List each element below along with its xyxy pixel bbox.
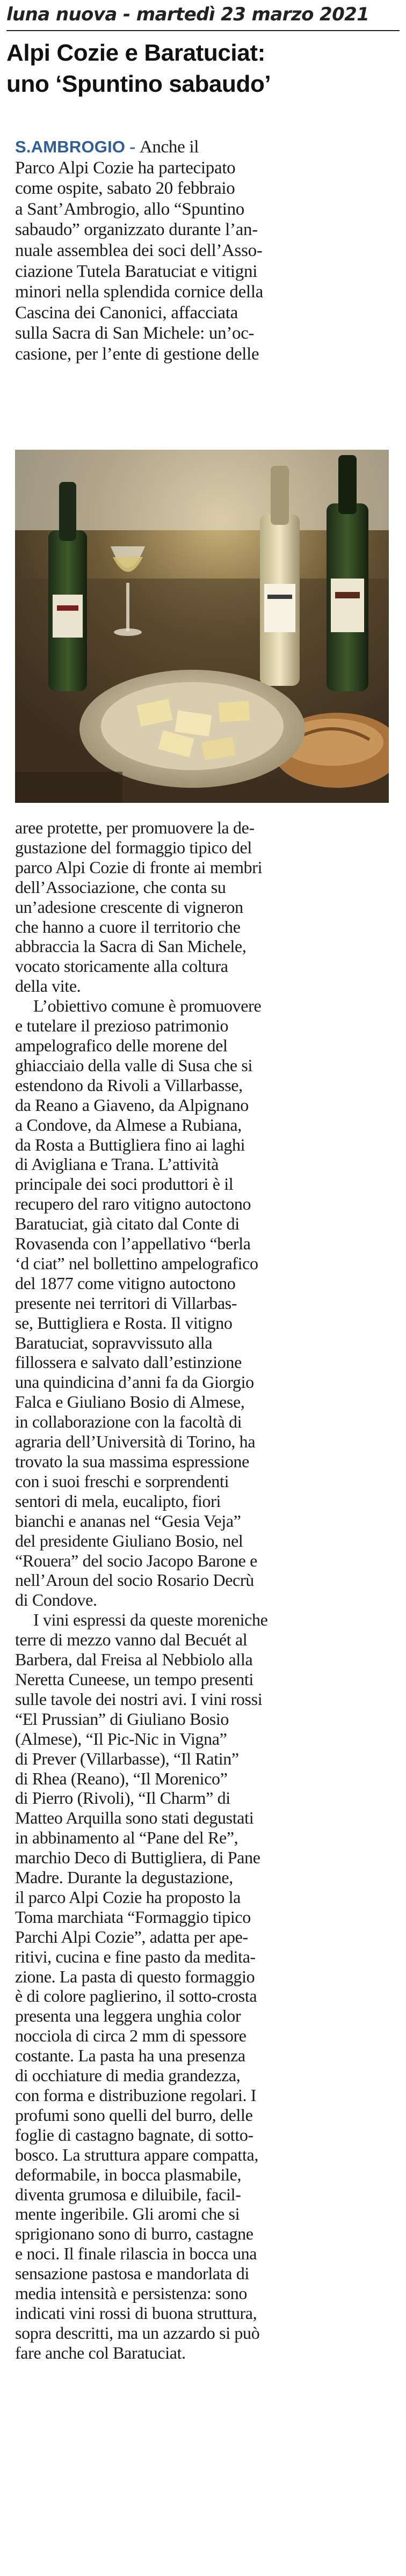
photo-wine-bread-cheese bbox=[15, 450, 389, 803]
body-line: L’obiettivo comune è promuovere bbox=[33, 996, 262, 1016]
body-line: Baratuciat, già citato dal Conte di bbox=[15, 1214, 240, 1234]
body-line: e tutelare il prezioso patrimonio bbox=[15, 1016, 229, 1036]
body-line: ‘d ciat” nel bollettino ampelografico bbox=[15, 1253, 258, 1273]
body-line: costante. La pasta ha una presenza bbox=[15, 2046, 245, 2066]
headline-line: Alpi Cozie e Baratuciat: bbox=[6, 40, 265, 66]
intro-line: sulla Sacra di San Michele: un’oc- bbox=[15, 324, 255, 343]
body-line: in abbinamento al “Pane del Re”, bbox=[15, 1828, 238, 1848]
body-line: Parchi Alpi Cozie”, adatta per ape- bbox=[15, 1927, 248, 1946]
body-line: presente nei territori di Villarbas- bbox=[15, 1293, 237, 1313]
body-line: di Rhea (Reano), “Il Morenico” bbox=[15, 1768, 228, 1788]
body-line: se, Buttigliera e Rosta. Il vitigno bbox=[15, 1313, 233, 1333]
body-line: sentori di mela, eucalipto, fiori bbox=[15, 1491, 221, 1511]
masthead: luna nuova - martedì 23 marzo 2021 bbox=[6, 4, 369, 25]
body-line: Matteo Arquilla sono stati degustati bbox=[15, 1808, 254, 1828]
body-line: e noci. Il finale rilascia in bocca una bbox=[15, 2244, 257, 2264]
body-line: “El Prussian” di Giuliano Bosio bbox=[15, 1709, 229, 1729]
body-line: vocato storicamente alla coltura bbox=[15, 956, 228, 976]
body-line: da Reano a Giaveno, da Alpignano bbox=[15, 1095, 249, 1115]
body-line: I vini espressi da queste moreniche bbox=[33, 1610, 268, 1630]
paragraph bbox=[15, 1610, 391, 2362]
photo-shadow bbox=[15, 772, 122, 803]
body-line: (Almese), “Il Pic-Nic in Vigna” bbox=[15, 1729, 227, 1748]
body-line: fare anche col Baratuciat. bbox=[15, 2343, 186, 2362]
intro-line: Parco Alpi Cozie ha partecipato bbox=[15, 158, 236, 178]
body-line: fillossera e salvato dall’estinzione bbox=[15, 1352, 242, 1372]
body-line: con forma e distribuzione regolari. I bbox=[15, 2085, 257, 2105]
body-line: bianchi e ananas nel “Gesia Veja” bbox=[15, 1511, 241, 1531]
body-line: bosco. La struttura appare compatta, bbox=[15, 2145, 258, 2164]
body-line: dell’Associazione, che conta su bbox=[15, 877, 226, 897]
intro-block bbox=[15, 137, 391, 365]
body-line: recupero del raro vitigno autoctono bbox=[15, 1194, 251, 1214]
body-line: ghiacciaio della valle di Susa che si bbox=[15, 1055, 253, 1075]
body-line: terre di mezzo vanno dal Becuét al bbox=[15, 1630, 248, 1650]
intro-line: casione, per l’ente di gestione delle bbox=[15, 344, 259, 364]
body-line: ampelografico delle morene del bbox=[15, 1035, 228, 1055]
body-line: Madre. Durante la degustazione, bbox=[15, 1868, 233, 1887]
intro-line: nuale assemblea dei soci dell’Asso- bbox=[15, 240, 263, 260]
dateline-lead: Anche il bbox=[139, 137, 199, 157]
body-line: mente ingeribile. Gli aromi che si bbox=[15, 2204, 240, 2224]
headline bbox=[6, 38, 400, 100]
intro-line: ciazione Tutela Baratuciat e vitigni bbox=[15, 261, 258, 281]
body-line: a Condove, da Almese a Rubiana, bbox=[15, 1115, 242, 1135]
body-line: Neretta Cuneese, un tempo presenti bbox=[15, 1669, 253, 1689]
intro-line: a Sant’Ambrogio, allo “Spuntino bbox=[15, 199, 244, 219]
article-photo bbox=[15, 450, 389, 803]
body-line: da Rosta a Buttigliera fino ai laghi bbox=[15, 1135, 245, 1154]
body-line: di Condove. bbox=[15, 1590, 97, 1610]
body-line: Baratuciat, sopravvissuto alla bbox=[15, 1333, 213, 1352]
body-line: del presidente Giuliano Bosio, nel bbox=[15, 1531, 243, 1550]
body-line: trovato la sua massima espressione bbox=[15, 1452, 249, 1471]
body-line: Falca e Giuliano Bosio di Almese, bbox=[15, 1392, 245, 1412]
body-line: parco Alpi Cozie di fronte ai membri bbox=[15, 857, 263, 877]
body-line: diventa grumosa e diluibile, facil- bbox=[15, 2184, 241, 2204]
body-line: sopra descritti, ma un azzardo si può bbox=[15, 2323, 260, 2343]
body-line: presenta una leggera unghia color bbox=[15, 2006, 241, 2026]
body-line: un’adesione crescente di vigneron bbox=[15, 897, 243, 917]
body-line: è di colore paglierino, il sotto-crosta bbox=[15, 1986, 257, 2006]
body-line: il parco Alpi Cozie ha proposto la bbox=[15, 1887, 241, 1907]
body-line: Barbera, dal Freisa al Nebbiolo alla bbox=[15, 1650, 253, 1670]
intro-line: minori nella splendida cornice della bbox=[15, 282, 264, 302]
headline-line: uno ‘Spuntino sabaudo’ bbox=[6, 71, 271, 97]
intro-line: sabaudo” organizzato durante l’an- bbox=[15, 220, 258, 240]
body-line: nell’Aroun del socio Rosario Decrù bbox=[15, 1570, 254, 1590]
body-line: ritivi, cucina e fine pasto da medita- bbox=[15, 1946, 256, 1966]
masthead-rule bbox=[6, 30, 400, 31]
body-line: sprigionano sono di burro, castagne bbox=[15, 2224, 253, 2244]
body-line: profumi sono quelli del burro, delle bbox=[15, 2105, 253, 2125]
article-body bbox=[15, 818, 391, 2363]
body-line: di occhiature di media grandezza, bbox=[15, 2066, 241, 2085]
body-line: marchio Deco di Buttigliera, di Pane bbox=[15, 1848, 260, 1868]
paragraph bbox=[15, 818, 391, 996]
dateline-place: S.AMBROGIO bbox=[15, 137, 126, 156]
cheese-plate bbox=[79, 670, 305, 788]
body-line: foglie di castagno bagnate, di sotto- bbox=[15, 2125, 253, 2145]
dateline bbox=[15, 137, 391, 158]
body-line: una quindicina d’anni fa da Giorgio bbox=[15, 1372, 254, 1392]
body-line: di Prever (Villarbasse), “Il Ratin” bbox=[15, 1748, 239, 1768]
body-line: del 1877 come vitigno autoctono bbox=[15, 1273, 236, 1293]
body-line: media intensità e persistenza: sono bbox=[15, 2284, 248, 2303]
body-line: nocciola di circa 2 mm di spessore bbox=[15, 2026, 247, 2046]
intro-line: come ospite, sabato 20 febbraio bbox=[15, 179, 235, 199]
body-line: di Pierro (Rivoli), “Il Charm” di bbox=[15, 1788, 230, 1808]
body-line: con i suoi freschi e sorprendenti bbox=[15, 1471, 229, 1491]
body-line: abbraccia la Sacra di San Michele, bbox=[15, 936, 247, 956]
body-line: estendono da Rivoli a Villarbasse, bbox=[15, 1075, 243, 1095]
body-line: deformabile, in bocca plasmabile, bbox=[15, 2164, 242, 2184]
intro-line: Cascina dei Canonici, affacciata bbox=[15, 303, 238, 323]
dateline-dash: - bbox=[125, 137, 140, 157]
paragraph bbox=[15, 996, 391, 1610]
body-line: gustazione del formaggio tipico del bbox=[15, 837, 252, 857]
body-line: di Avigliana e Trana. L’attività bbox=[15, 1154, 219, 1174]
intro-lines bbox=[15, 158, 391, 365]
body-line: principale dei soci produttori è il bbox=[15, 1174, 234, 1194]
body-line: sensazione pastosa e mandorlata di bbox=[15, 2264, 249, 2284]
body-line: Rovasenda con l’appellativo “berla bbox=[15, 1234, 251, 1254]
body-line: “Rouera” del socio Jacopo Barone e bbox=[15, 1550, 258, 1570]
body-line: in collaborazione con la facoltà di bbox=[15, 1412, 242, 1432]
body-line: zione. La pasta di questo formaggio bbox=[15, 1966, 255, 1986]
body-line: Toma marchiata “Formaggio tipico bbox=[15, 1907, 251, 1927]
body-line: indicati vini rossi di buona struttura, bbox=[15, 2303, 257, 2323]
body-line: della vite. bbox=[15, 976, 81, 996]
body-line: sulle tavole dei nostri avi. I vini rossi bbox=[15, 1689, 263, 1709]
body-line: agraria dell’Università di Torino, ha bbox=[15, 1432, 256, 1452]
body-line: aree protette, per promuovere la de- bbox=[15, 818, 255, 837]
body-line: che hanno a cuore il territorio che bbox=[15, 917, 241, 936]
